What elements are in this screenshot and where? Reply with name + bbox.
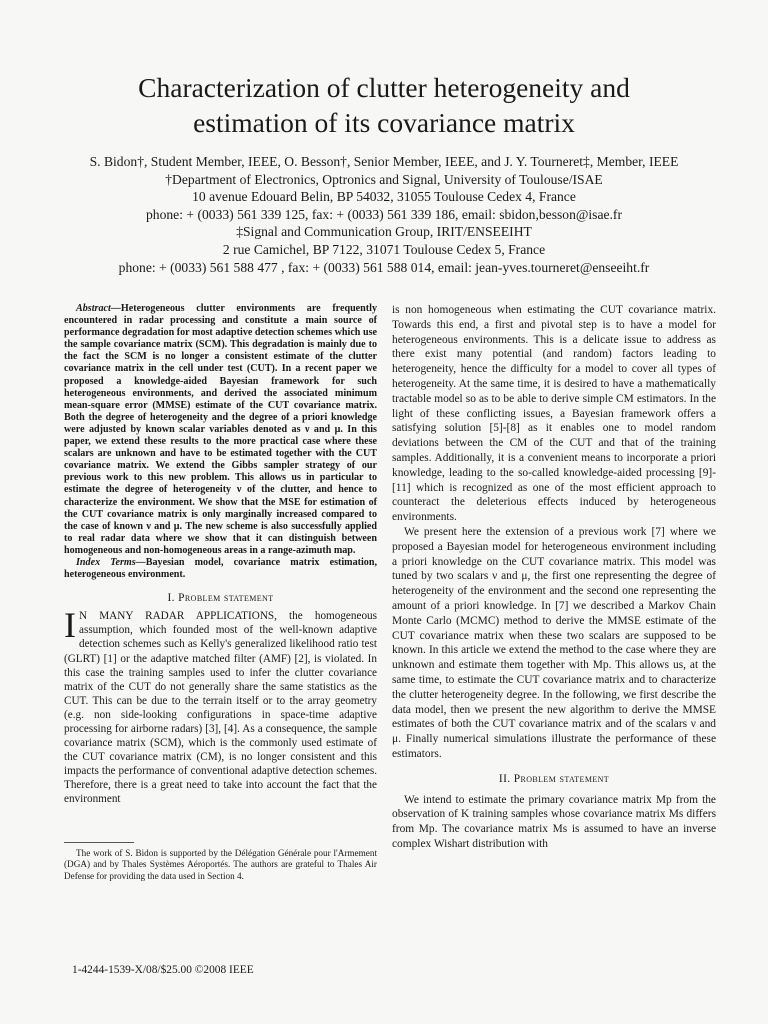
index-terms-text: Bayesian model, covariance matrix estimation, heterogeneous environment. — [64, 556, 377, 581]
title-line-2: estimation of its covariance matrix — [193, 107, 575, 138]
body-paragraph: We intend to estimate the primary covariance matrix Mp from the observation of K training samples whose covariance matrix Ms differs from Mp. The covariance matrix Ms is assumed to have an inverse complex Wishart distribution with — [392, 793, 716, 850]
body-paragraph: is non homogeneous when estimating the CUT covariance matrix. Towards this end, a first and pivotal step is to have a model for heterogeneous environments. This is a delicate issue to address as there exist many potential (and random) factors leading to heterogeneity, hence the difficulty for a model to cover all types of heterogeneity. At the same time, it is desired to have a mathematically tractable model so as to be able to derive simple CM estimators. In the light of these conflicting issues, a Bayesian framework offers a satisfying solution [5]-[8] as it enables one to model random deviations between the CM of the CUT and that of the training samples. Additionally, it is a convenient means to incorporate a priori knowledge, leading to the so-called knowledge-aided processing [9]-[11] which is recognized as one of the most efficient approach to counteract the deleterious effects induced by heterogeneous environments. — [392, 304, 716, 524]
affiliation-line: ‡Signal and Communication Group, IRIT/ENSEEIHT — [236, 224, 532, 240]
section-2-heading: II. Problem statement — [498, 772, 610, 785]
footnote-divider — [64, 842, 134, 843]
abstract — [64, 303, 377, 557]
affiliation-line: 10 avenue Edouard Belin, BP 54032, 31055 Toulouse Cedex 4, France — [192, 189, 576, 205]
right-column — [392, 303, 716, 852]
paper-title — [60, 70, 708, 140]
title-line-1: Characterization of clutter heterogeneity and — [138, 72, 630, 103]
section-1-text: N MANY RADAR APPLICATIONS, the homogeneous assumption, which founded most of the well-known adaptive detection schemes such as Kelly's generalized likelihood ratio test (GLRT) [1] or the adaptive matched filter (AMF) [2], is violated. In this case the training samples used to infer the clutter covariance matrix of the CUT do not generally share the same statistics as the CUT. This can be due to the terrain itself or to the array geometry (e.g. non side-looking configurations in space-time adaptive processing for airborne radars) [3], [4]. As a consequence, the sample covariance matrix (SCM), which is the commonly used estimate of the CUT covariance matrix (CM), is no longer consistent and this impacts the performance of conventional adaptive detection schemes. Therefore, there is a great need to take into account the fact that the environment — [64, 610, 377, 806]
index-terms — [64, 557, 377, 581]
author-block — [40, 153, 728, 276]
left-column — [64, 303, 377, 807]
body-paragraph: We present here the extension of a previous work [7] where we proposed a Bayesian model for heterogeneous environment including a priori knowledge on the CUT covariance matrix. This model was tuned by two scalars ν and μ, the first one representing the degree of heterogeneity of the environment and the second one representing the amount of a priori knowledge. In [7] we described a Markov Chain Monte Carlo (MCMC) method to derive the MMSE estimate of the CUT covariance matrix when these two scalars are supposed to be known. In this article we extend the method to the case where they are unknown and estimate them together with Mp. This allows us, at the same time, to estimate the CUT covariance matrix and to characterize the clutter heterogeneity degree. In the following, we first describe the data model, then we present the new algorithm to derive the MMSE estimates of both the CUT covariance matrix and of the scalars ν and μ. Finally numerical simulations illustrate the performance of these estimators. — [392, 525, 716, 760]
affiliation-line: phone: + (0033) 561 588 477 , fax: + (0033) 561 588 014, email: jean-yves.tourneret@enseeiht.fr — [118, 259, 650, 275]
footnote: The work of S. Bidon is supported by the Délégation Générale pour l'Armement (DGA) and by Thales Systèmes Aéroportés. The authors are grateful to Thales Air Defense for providing the data used in Section 4. — [64, 848, 377, 881]
abstract-lead: Abstract— — [76, 303, 121, 314]
drop-cap: I — [64, 605, 76, 646]
authors-line: S. Bidon†, Student Member, IEEE, O. Besson†, Senior Member, IEEE, and J. Y. Tourneret‡, Member, IEEE — [89, 154, 679, 169]
abstract-text: Heterogeneous clutter environments are frequently encountered in radar processing and constitute a main source of performance degradation for most adaptive detection schemes which use the sample covariance matrix (SCM). This degradation is mainly due to the fact the SCM is no longer a consistent estimate of the clutter covariance matrix in the cell under test (CUT). In a recent paper we proposed a knowledge-aided Bayesian framework for such heterogeneous environments, and derived the associated minimum mean-square error (MMSE) estimate of the CUT covariance matrix. Both the degree of heterogeneity and the degree of a priori knowledge were adjusted by known scalar variables denoted as ν and μ. In this paper, we extend these results to the more practical case where these scalars are unknown and have to be estimated together with the CUT covariance matrix. We extend the Gibbs sampler strategy of our previous work to this new problem. This allows us in particular to estimate the degree of heterogeneity ν of the clutter, and hence to characterize the environment. We show that the MSE for estimation of the CUT covariance matrix is only marginally increased compared to the case of known ν and μ. The new scheme is also successfully applied to real radar data where we show that it can distinguish between homogeneous and non-homogeneous areas in a range-azimuth map. — [64, 303, 377, 556]
section-1-paragraph — [64, 605, 377, 806]
affiliation-line: phone: + (0033) 561 339 125, fax: + (0033) 561 339 186, email: sbidon,besson@isae.fr — [145, 206, 622, 222]
affiliation-line: 2 rue Camichel, BP 7122, 31071 Toulouse Cedex 5, France — [222, 241, 546, 257]
copyright-notice: 1-4244-1539-X/08/$25.00 ©2008 IEEE — [72, 964, 254, 976]
index-terms-lead: Index Terms— — [76, 556, 146, 568]
section-1-heading: I. Problem statement — [167, 592, 274, 605]
affiliation-line: †Department of Electronics, Optronics and Signal, University of Toulouse/ISAE — [165, 171, 603, 187]
